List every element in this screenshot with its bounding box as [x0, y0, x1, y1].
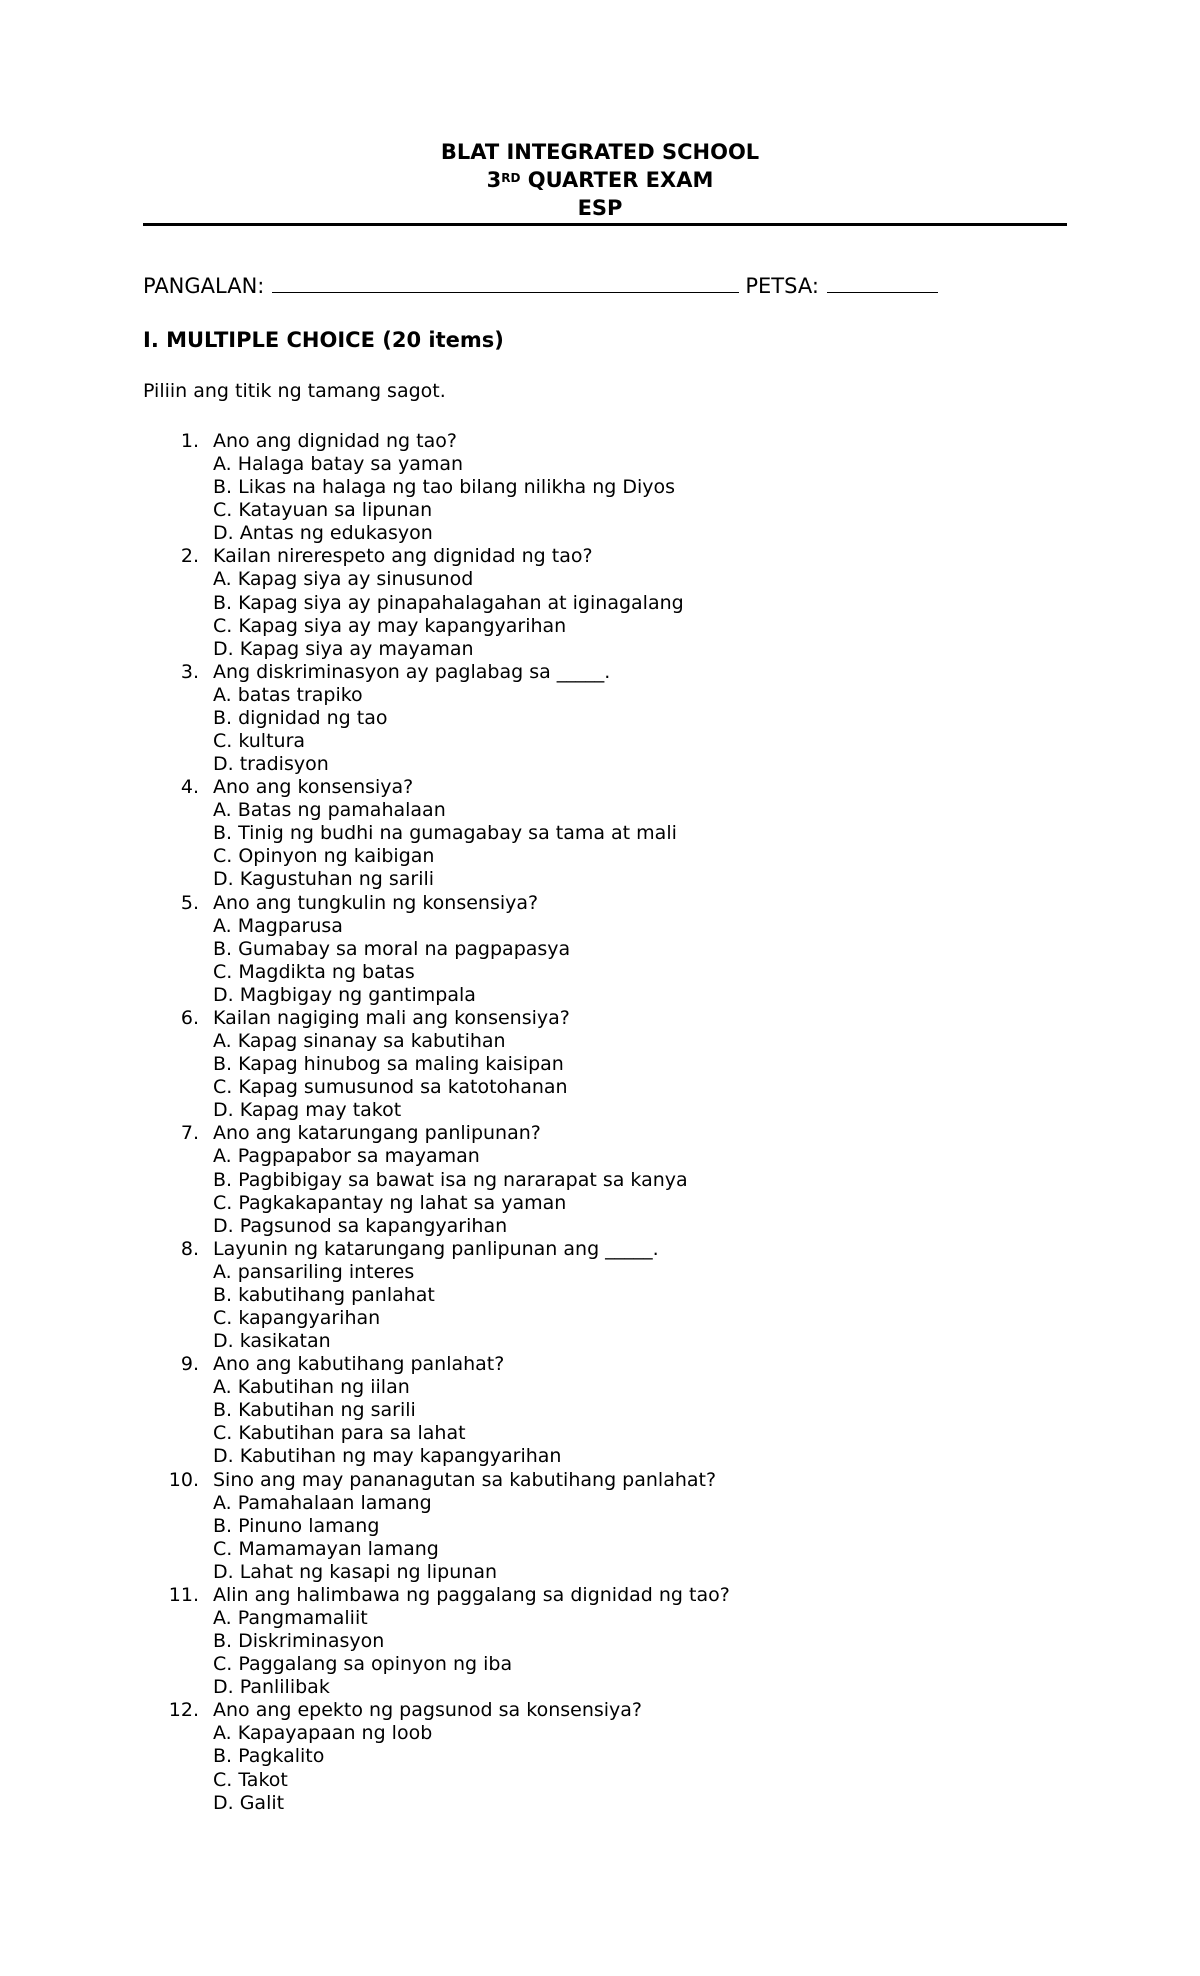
answer-option[interactable]: A. Pangmamaliit	[213, 1606, 368, 1629]
question-number: 4.	[180, 776, 199, 799]
answer-option[interactable]: A. Halaga batay sa yaman	[213, 453, 464, 476]
exam-number: 3	[486, 168, 502, 192]
question-text: Sino ang may pananagutan sa kabutihang panlahat?	[213, 1468, 717, 1491]
question-number: 1.	[180, 430, 199, 452]
section-title: I. MULTIPLE CHOICE (20 items)	[143, 328, 504, 352]
question-item	[143, 545, 1143, 660]
question-number: 12.	[168, 1699, 199, 1722]
question-text: Ano ang dignidad ng tao?	[213, 430, 457, 452]
question-item	[143, 661, 1143, 776]
school-name: BLAT INTEGRATED SCHOOL	[440, 140, 760, 164]
answer-option[interactable]: D. Galit	[213, 1791, 285, 1814]
question-text: Ano ang tungkulin ng konsensiya?	[213, 891, 539, 914]
question-number: 2.	[180, 545, 199, 568]
exam-title-line	[0, 166, 1200, 194]
name-label: PANGALAN:	[143, 274, 265, 298]
date-blank[interactable]	[827, 271, 938, 293]
answer-option[interactable]: D. Pagsunod sa kapangyarihan	[213, 1214, 508, 1237]
question-number: 11.	[168, 1583, 199, 1606]
question-number: 3.	[180, 660, 199, 683]
date-label: PETSA:	[745, 274, 819, 298]
question-number: 9.	[180, 1353, 199, 1376]
subject-name: ESP	[577, 196, 623, 220]
question-number: 7.	[180, 1122, 199, 1145]
question-item	[143, 1584, 1143, 1699]
answer-option[interactable]: C. Katayuan sa lipunan	[213, 499, 433, 522]
answer-option[interactable]: D. Panlilibak	[213, 1676, 330, 1699]
question-text: Ang diskriminasyon ay paglabag sa _____.	[213, 660, 611, 683]
answer-option[interactable]: B. Pinuno lamang	[213, 1514, 380, 1537]
answer-option[interactable]: C. Takot	[213, 1768, 288, 1791]
answer-option[interactable]: C. kultura	[213, 730, 306, 753]
question-item	[143, 1353, 1143, 1468]
question-item	[143, 1469, 1143, 1584]
exam-number-suffix: RD	[501, 171, 521, 185]
answer-option[interactable]: A. Kabutihan ng iilan	[213, 1376, 410, 1399]
question-text: Kailan nirerespeto ang dignidad ng tao?	[213, 545, 593, 568]
answer-option[interactable]: B. dignidad ng tao	[213, 706, 388, 729]
question-text: Layunin ng katarungang panlipunan ang _____.	[213, 1237, 659, 1260]
answer-option[interactable]: C. Opinyon ng kaibigan	[213, 845, 435, 868]
answer-option[interactable]: B. Pagbibigay sa bawat isa ng nararapat sa kanya	[213, 1168, 688, 1191]
question-number: 5.	[180, 891, 199, 914]
answer-option[interactable]: C. Paggalang sa opinyon ng iba	[213, 1653, 513, 1676]
answer-option[interactable]: D. Magbigay ng gantimpala	[213, 983, 476, 1006]
answer-option[interactable]: C. Magdikta ng batas	[213, 960, 415, 983]
question-item	[143, 430, 1143, 545]
answer-option[interactable]: C. Pagkakapantay ng lahat sa yaman	[213, 1191, 567, 1214]
answer-option[interactable]: D. Kabutihan ng may kapangyarihan	[213, 1445, 562, 1468]
answer-option[interactable]: B. Tinig ng budhi na gumagabay sa tama at mali	[213, 822, 677, 845]
answer-option[interactable]: C. Kapag sumusunod sa katotohanan	[213, 1076, 568, 1099]
student-info-line	[143, 271, 938, 300]
question-text: Kailan nagiging mali ang konsensiya?	[213, 1006, 570, 1029]
answer-option[interactable]: B. Kapag hinubog sa maling kaisipan	[213, 1053, 564, 1076]
answer-option[interactable]: A. Pamahalaan lamang	[213, 1491, 432, 1514]
answer-option[interactable]: A. pansariling interes	[213, 1260, 415, 1283]
question-item	[143, 1007, 1143, 1122]
question-text: Ano ang katarungang panlipunan?	[213, 1122, 541, 1145]
answer-option[interactable]: C. Kapag siya ay may kapangyarihan	[213, 614, 567, 637]
answer-option[interactable]: B. Pagkalito	[213, 1745, 325, 1768]
answer-option[interactable]: C. Kabutihan para sa lahat	[213, 1422, 466, 1445]
answer-option[interactable]: A. Magparusa	[213, 914, 343, 937]
answer-option[interactable]: A. Kapag sinanay sa kabutihan	[213, 1030, 506, 1053]
question-text: Alin ang halimbawa ng paggalang sa dignidad ng tao?	[213, 1583, 730, 1606]
answer-option[interactable]: C. kapangyarihan	[213, 1306, 381, 1329]
question-number: 6.	[180, 1006, 199, 1029]
answer-option[interactable]: B. kabutihang panlahat	[213, 1283, 435, 1306]
answer-option[interactable]: D. Lahat ng kasapi ng lipunan	[213, 1560, 498, 1583]
answer-option[interactable]: A. Kapag siya ay sinusunod	[213, 568, 474, 591]
exam-header	[0, 138, 1200, 222]
question-item	[143, 776, 1143, 891]
answer-option[interactable]: B. Diskriminasyon	[213, 1630, 385, 1653]
answer-option[interactable]: B. Kabutihan ng sarili	[213, 1399, 416, 1422]
name-blank[interactable]	[272, 271, 739, 293]
answer-option[interactable]: B. Likas na halaga ng tao bilang nilikha ng Diyos	[213, 476, 676, 499]
answer-option[interactable]: A. Pagpapabor sa mayaman	[213, 1145, 480, 1168]
question-item	[143, 1699, 1143, 1814]
question-number: 10.	[168, 1468, 199, 1491]
question-text: Ano ang epekto ng pagsunod sa konsensiya?	[213, 1699, 643, 1722]
question-list	[143, 430, 1143, 1815]
answer-option[interactable]: D. Kapag siya ay mayaman	[213, 637, 474, 660]
answer-option[interactable]: C. Mamamayan lamang	[213, 1537, 439, 1560]
question-item	[143, 892, 1143, 1007]
answer-option[interactable]: B. Gumabay sa moral na pagpapasya	[213, 937, 571, 960]
header-divider	[143, 223, 1067, 226]
answer-option[interactable]: D. Kagustuhan ng sarili	[213, 868, 435, 891]
question-text: Ano ang kabutihang panlahat?	[213, 1353, 505, 1376]
answer-option[interactable]: A. Kapayapaan ng loob	[213, 1722, 433, 1745]
exam-title: QUARTER EXAM	[527, 168, 714, 192]
answer-option[interactable]: B. Kapag siya ay pinapahalagahan at iginagalang	[213, 591, 684, 614]
answer-option[interactable]: A. batas trapiko	[213, 683, 363, 706]
question-item	[143, 1122, 1143, 1237]
answer-option[interactable]: D. Kapag may takot	[213, 1099, 402, 1122]
question-text: Ano ang konsensiya?	[213, 776, 414, 799]
answer-option[interactable]: D. tradisyon	[213, 753, 329, 776]
question-number: 8.	[180, 1237, 199, 1260]
section-instruction: Piliin ang titik ng tamang sagot.	[143, 380, 446, 402]
answer-option[interactable]: D. kasikatan	[213, 1330, 331, 1353]
answer-option[interactable]: A. Batas ng pamahalaan	[213, 799, 446, 822]
answer-option[interactable]: D. Antas ng edukasyon	[213, 522, 433, 545]
question-item	[143, 1238, 1143, 1353]
